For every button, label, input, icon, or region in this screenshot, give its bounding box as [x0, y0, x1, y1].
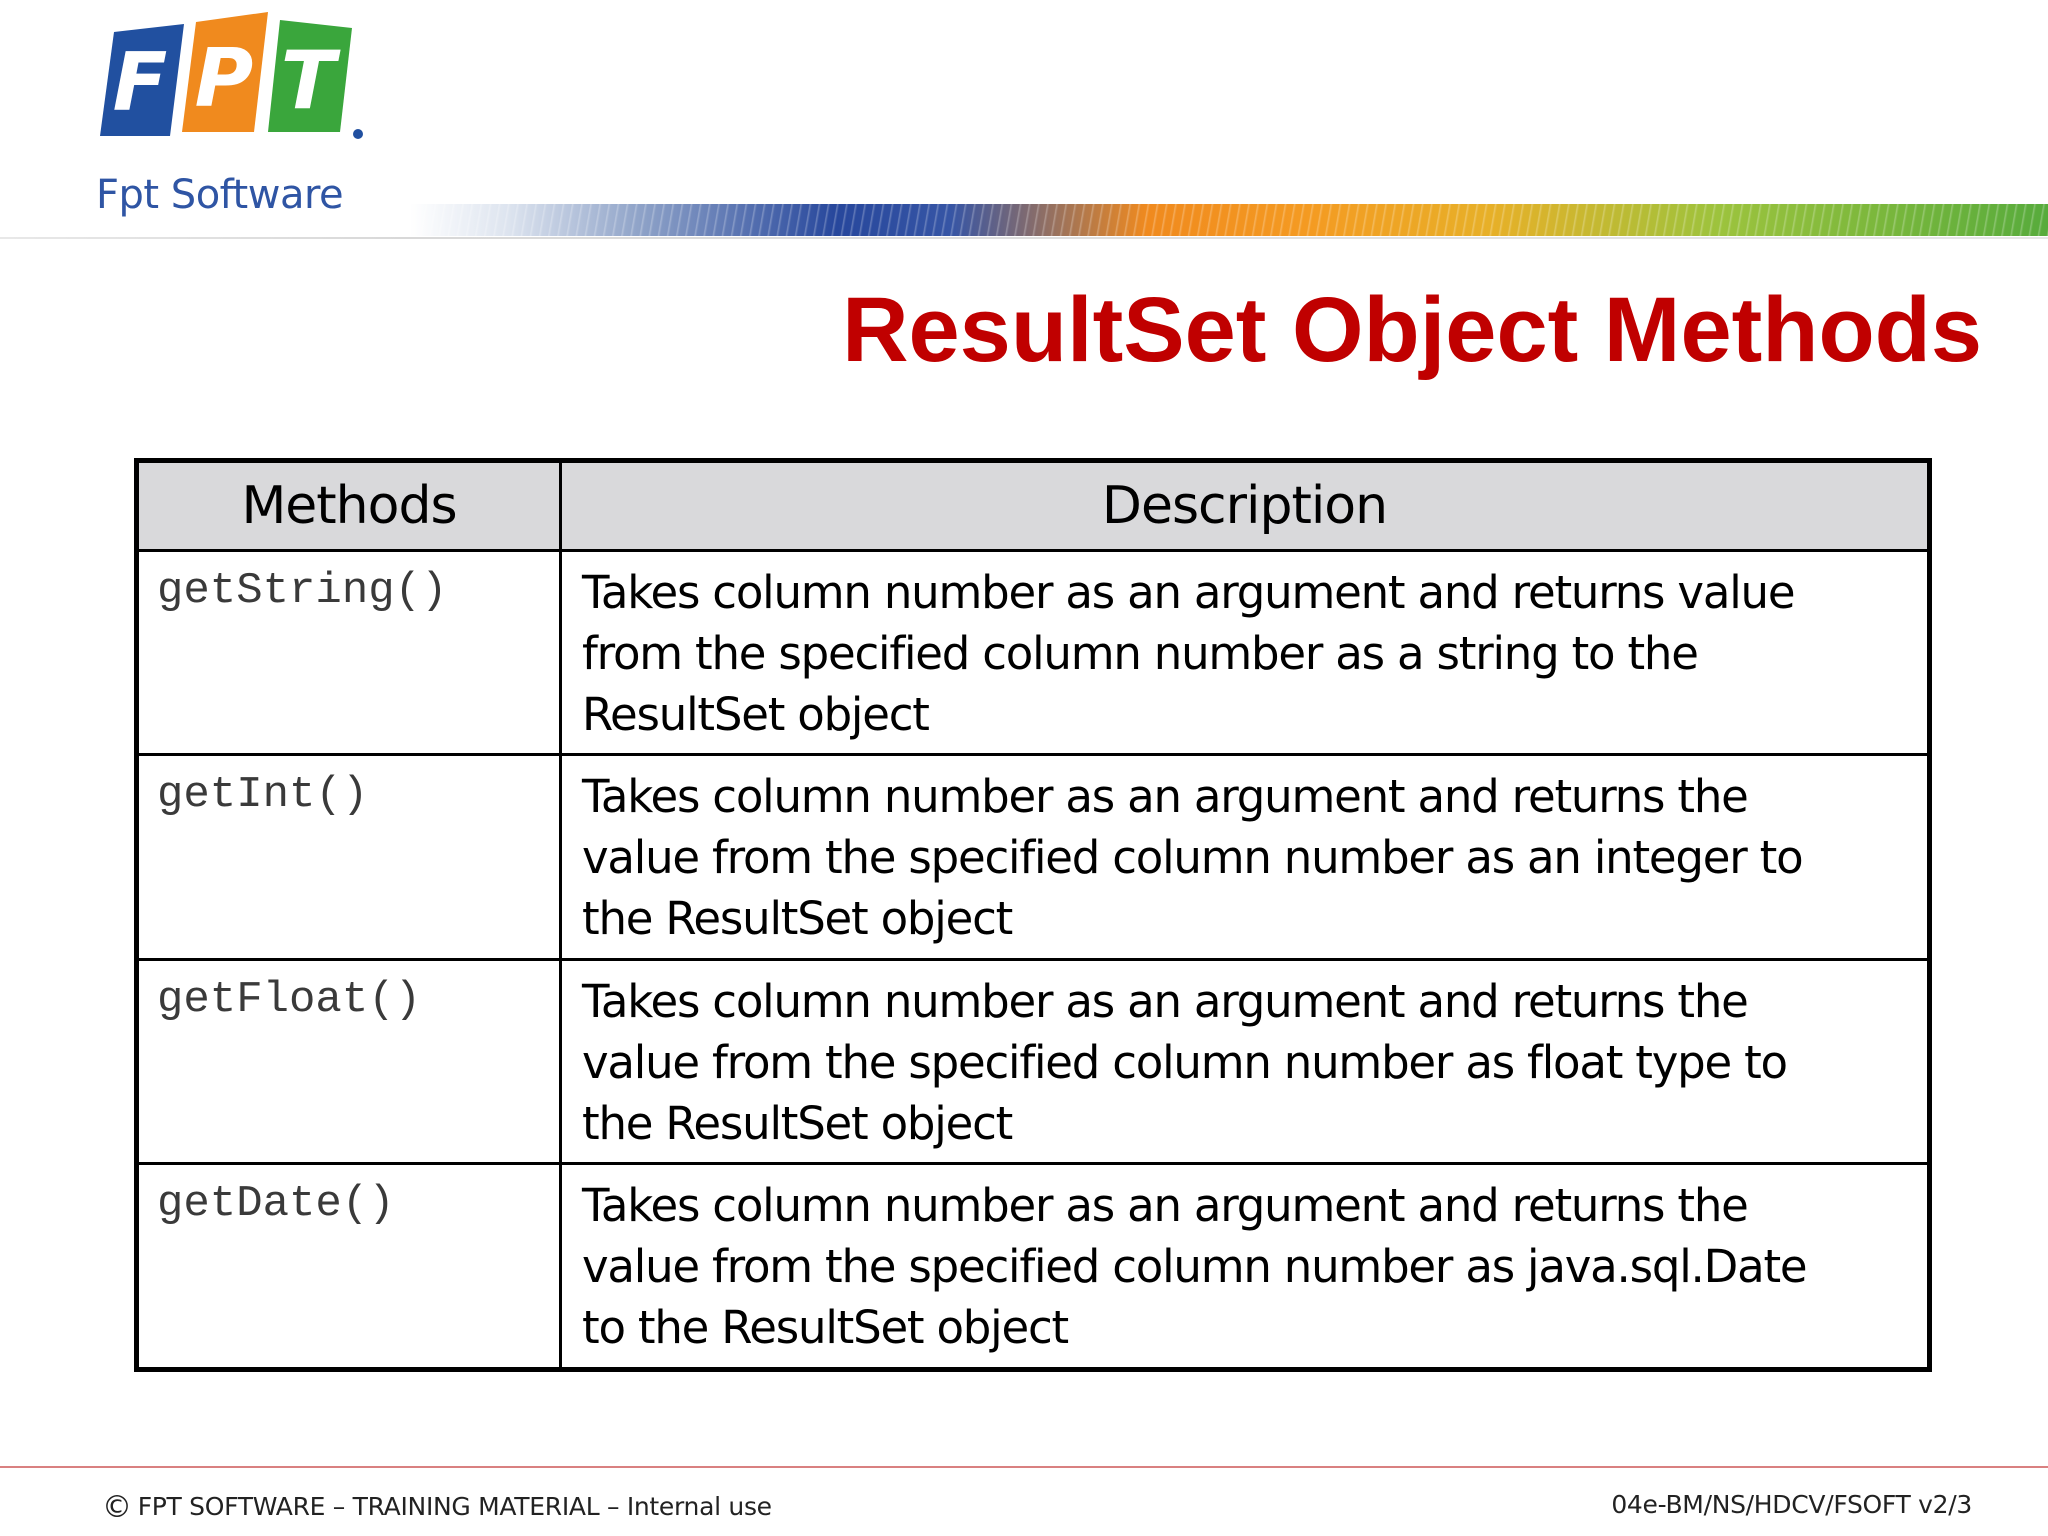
- description-line: Takes column number as an argument and returns the: [582, 974, 1748, 1028]
- methods-table: [134, 458, 1932, 1372]
- header-color-band: [410, 204, 2048, 236]
- description-line: the ResultSet object: [582, 892, 1013, 946]
- description-line: value from the specified column number as java.sql.Date: [582, 1240, 1807, 1294]
- description-line: from the specified column number as a string to the: [582, 627, 1698, 680]
- method-name: getDate(): [137, 1164, 561, 1370]
- footer-divider: [0, 1466, 2048, 1468]
- table-header-row: [137, 461, 1930, 551]
- footer-copyright: [102, 1490, 772, 1525]
- footer-document-code: 04e-BM/NS/HDCV/FSOFT v2/3: [1611, 1490, 1972, 1519]
- copyright-icon: ©: [102, 1490, 132, 1525]
- method-name: getString(): [137, 551, 561, 755]
- table-row: [137, 755, 1930, 959]
- description-line: Takes column number as an argument and returns the: [582, 1179, 1748, 1233]
- fpt-logo-icon: [96, 10, 366, 140]
- brand-name: Fpt Software: [96, 172, 344, 218]
- header-divider: [0, 237, 2048, 239]
- method-description: [561, 755, 1930, 959]
- table-row: [137, 959, 1930, 1163]
- method-description: [561, 551, 1930, 755]
- description-line: Takes column number as an argument and returns value: [582, 566, 1795, 619]
- description-line: value from the specified column number as float type to: [582, 1035, 1787, 1089]
- logo-registered-dot: [353, 129, 363, 139]
- description-line: value from the specified column number as an integer to: [582, 831, 1803, 885]
- description-line: to the ResultSet object: [582, 1301, 1068, 1355]
- description-line: the ResultSet object: [582, 1096, 1013, 1150]
- logo-letter-t: T: [280, 34, 336, 127]
- footer-left-text: FPT SOFTWARE – TRAINING MATERIAL – Internal use: [137, 1492, 772, 1521]
- description-line: Takes column number as an argument and returns the: [582, 770, 1748, 824]
- method-name: getFloat(): [137, 959, 561, 1163]
- table-row: [137, 551, 1930, 755]
- table-row: [137, 1164, 1930, 1370]
- method-description: [561, 1164, 1930, 1370]
- method-name: getInt(): [137, 755, 561, 959]
- logo-letter-p: P: [194, 32, 254, 125]
- slide-title: ResultSet Object Methods: [842, 279, 1982, 381]
- description-line: ResultSet object: [582, 688, 929, 741]
- method-description: [561, 959, 1930, 1163]
- header-methods: Methods: [137, 461, 561, 551]
- header-description: Description: [561, 461, 1930, 551]
- logo-letter-f: F: [112, 36, 168, 129]
